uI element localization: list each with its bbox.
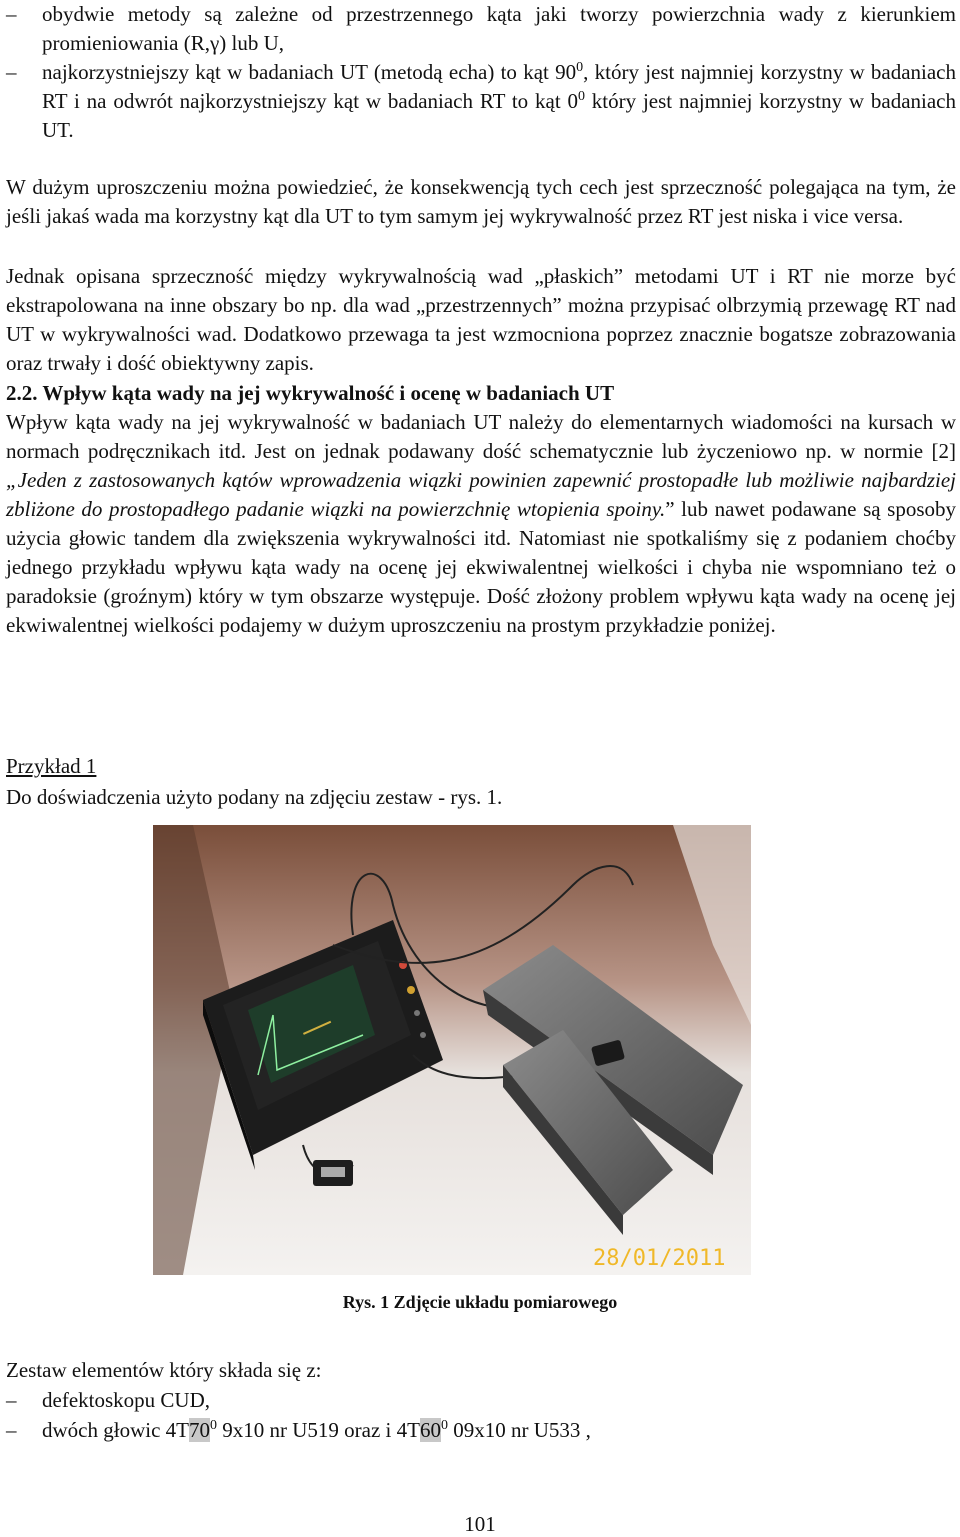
degree-superscript: 0 bbox=[440, 1418, 448, 1433]
figure-caption: Rys. 1 Zdjęcie układu pomiarowego bbox=[342, 1292, 618, 1312]
dash-bullet: – bbox=[6, 2, 17, 26]
list-item bbox=[6, 1415, 956, 1445]
list-item-text: 09x10 nr U533 , bbox=[447, 1418, 591, 1442]
highlighted-angle: 70 bbox=[188, 1418, 210, 1442]
list-item-text: dwóch głowic 4T bbox=[42, 1418, 189, 1442]
list-item-text: najkorzystniejszy kąt w badaniach UT (metodą echa) to kąt 90 bbox=[42, 60, 577, 84]
paragraph-text: ” lub nawet podawane są sposoby użycia głowic tandem dla zwiększenia wykrywalności itd. Natomiast nie spotkaliśmy się z podaniem choćby jednego przykładu wpływu kąta wady na ocenę jej ekwiwalentnej wielkości i chyba nie wspomniano też o paradoksie (groźnym) który w tym obszarze występuje. Dość złożony problem wpływu kąta wady na ocenę jej ekwiwalentnej wielkości podajemy w dużym uproszczeniu na prostym przykładzie poniżej. bbox=[6, 497, 957, 637]
dash-bullet: – bbox=[6, 1388, 17, 1412]
dash-bullet: – bbox=[6, 1418, 17, 1442]
page-number: 101 bbox=[464, 1512, 496, 1536]
bullet-list-methods bbox=[6, 0, 956, 145]
dash-bullet: – bbox=[6, 60, 17, 84]
paragraph-angle-influence bbox=[6, 408, 956, 640]
degree-superscript: 0 bbox=[576, 60, 584, 75]
list-item-text: który jest najmniej korzystny w badaniach UT. bbox=[42, 89, 956, 142]
list-item bbox=[6, 1385, 956, 1415]
list-item-text: 9x10 nr U519 oraz i 4T bbox=[216, 1418, 420, 1442]
example-text: Do doświadczenia użyto podany na zdjęciu zestaw - rys. 1. bbox=[6, 785, 503, 809]
list-item-text: obydwie metody są zależne od przestrzennego kąta jaki tworzy powierzchnia wady z kierunkiem promieniowania (R,γ) lub U, bbox=[42, 2, 956, 55]
list-item bbox=[6, 0, 956, 58]
paragraph-text: Wpływ kąta wady na jej wykrywalność w badaniach UT należy do elementarnych wiadomości na kursach w normach podręcznikach itd. Jest on jednak podawany dość schematycznie lub życzeniowo np. w normie [2] bbox=[6, 410, 956, 463]
list-item bbox=[6, 58, 956, 145]
standard-quote: „Jeden z zastosowanych kątów wprowadzenia wiązki powinien zapewnić prostopadłe lub możliwie najbardziej zbliżone do prostopadłego padanie wiązki na powierzchnię wtopienia spoiny. bbox=[6, 468, 956, 521]
section-heading: 2.2. Wpływ kąta wady na jej wykrywalność i ocenę w badaniach UT bbox=[6, 381, 615, 405]
date-stamp: 28/01/2011 bbox=[593, 1246, 726, 1271]
example-label: Przykład 1 bbox=[6, 754, 97, 778]
highlighted-angle: 60 bbox=[419, 1418, 441, 1442]
degree-superscript: 0 bbox=[209, 1418, 217, 1433]
list-item-text: defektoskopu CUD, bbox=[42, 1388, 210, 1412]
list-item-text: , który jest najmniej korzystny w badaniach RT i na odwrót najkorzystniejszy kąt w badaniach RT to kąt 0 bbox=[42, 60, 956, 113]
bullet-list-set bbox=[6, 1385, 956, 1445]
degree-superscript: 0 bbox=[577, 89, 585, 104]
set-intro: Zestaw elementów który składa się z: bbox=[6, 1358, 322, 1382]
measurement-setup-photo bbox=[153, 825, 751, 1275]
paragraph-contradiction: Jednak opisana sprzeczność między wykrywalnością wad „płaskich” metodami UT i RT nie morze być ekstrapolowana na inne obszary bo np. dla wad „przestrzennych” można przypisać olbrzymią przewagę RT nad UT w wykrywalności wad. Dodatkowo przewaga ta jest wzmocniona poprzez znacznie bogatsze zobrazowania oraz trwały i dość obiektywny zapis. bbox=[6, 264, 956, 375]
paragraph-simplification: W dużym uproszczeniu można powiedzieć, że konsekwencją tych cech jest sprzeczność polegająca na tym, że jeśli jakaś wada ma korzystny kąt dla UT to tym samym jej wykrywalność przez RT jest niska i vice versa. bbox=[6, 175, 956, 228]
